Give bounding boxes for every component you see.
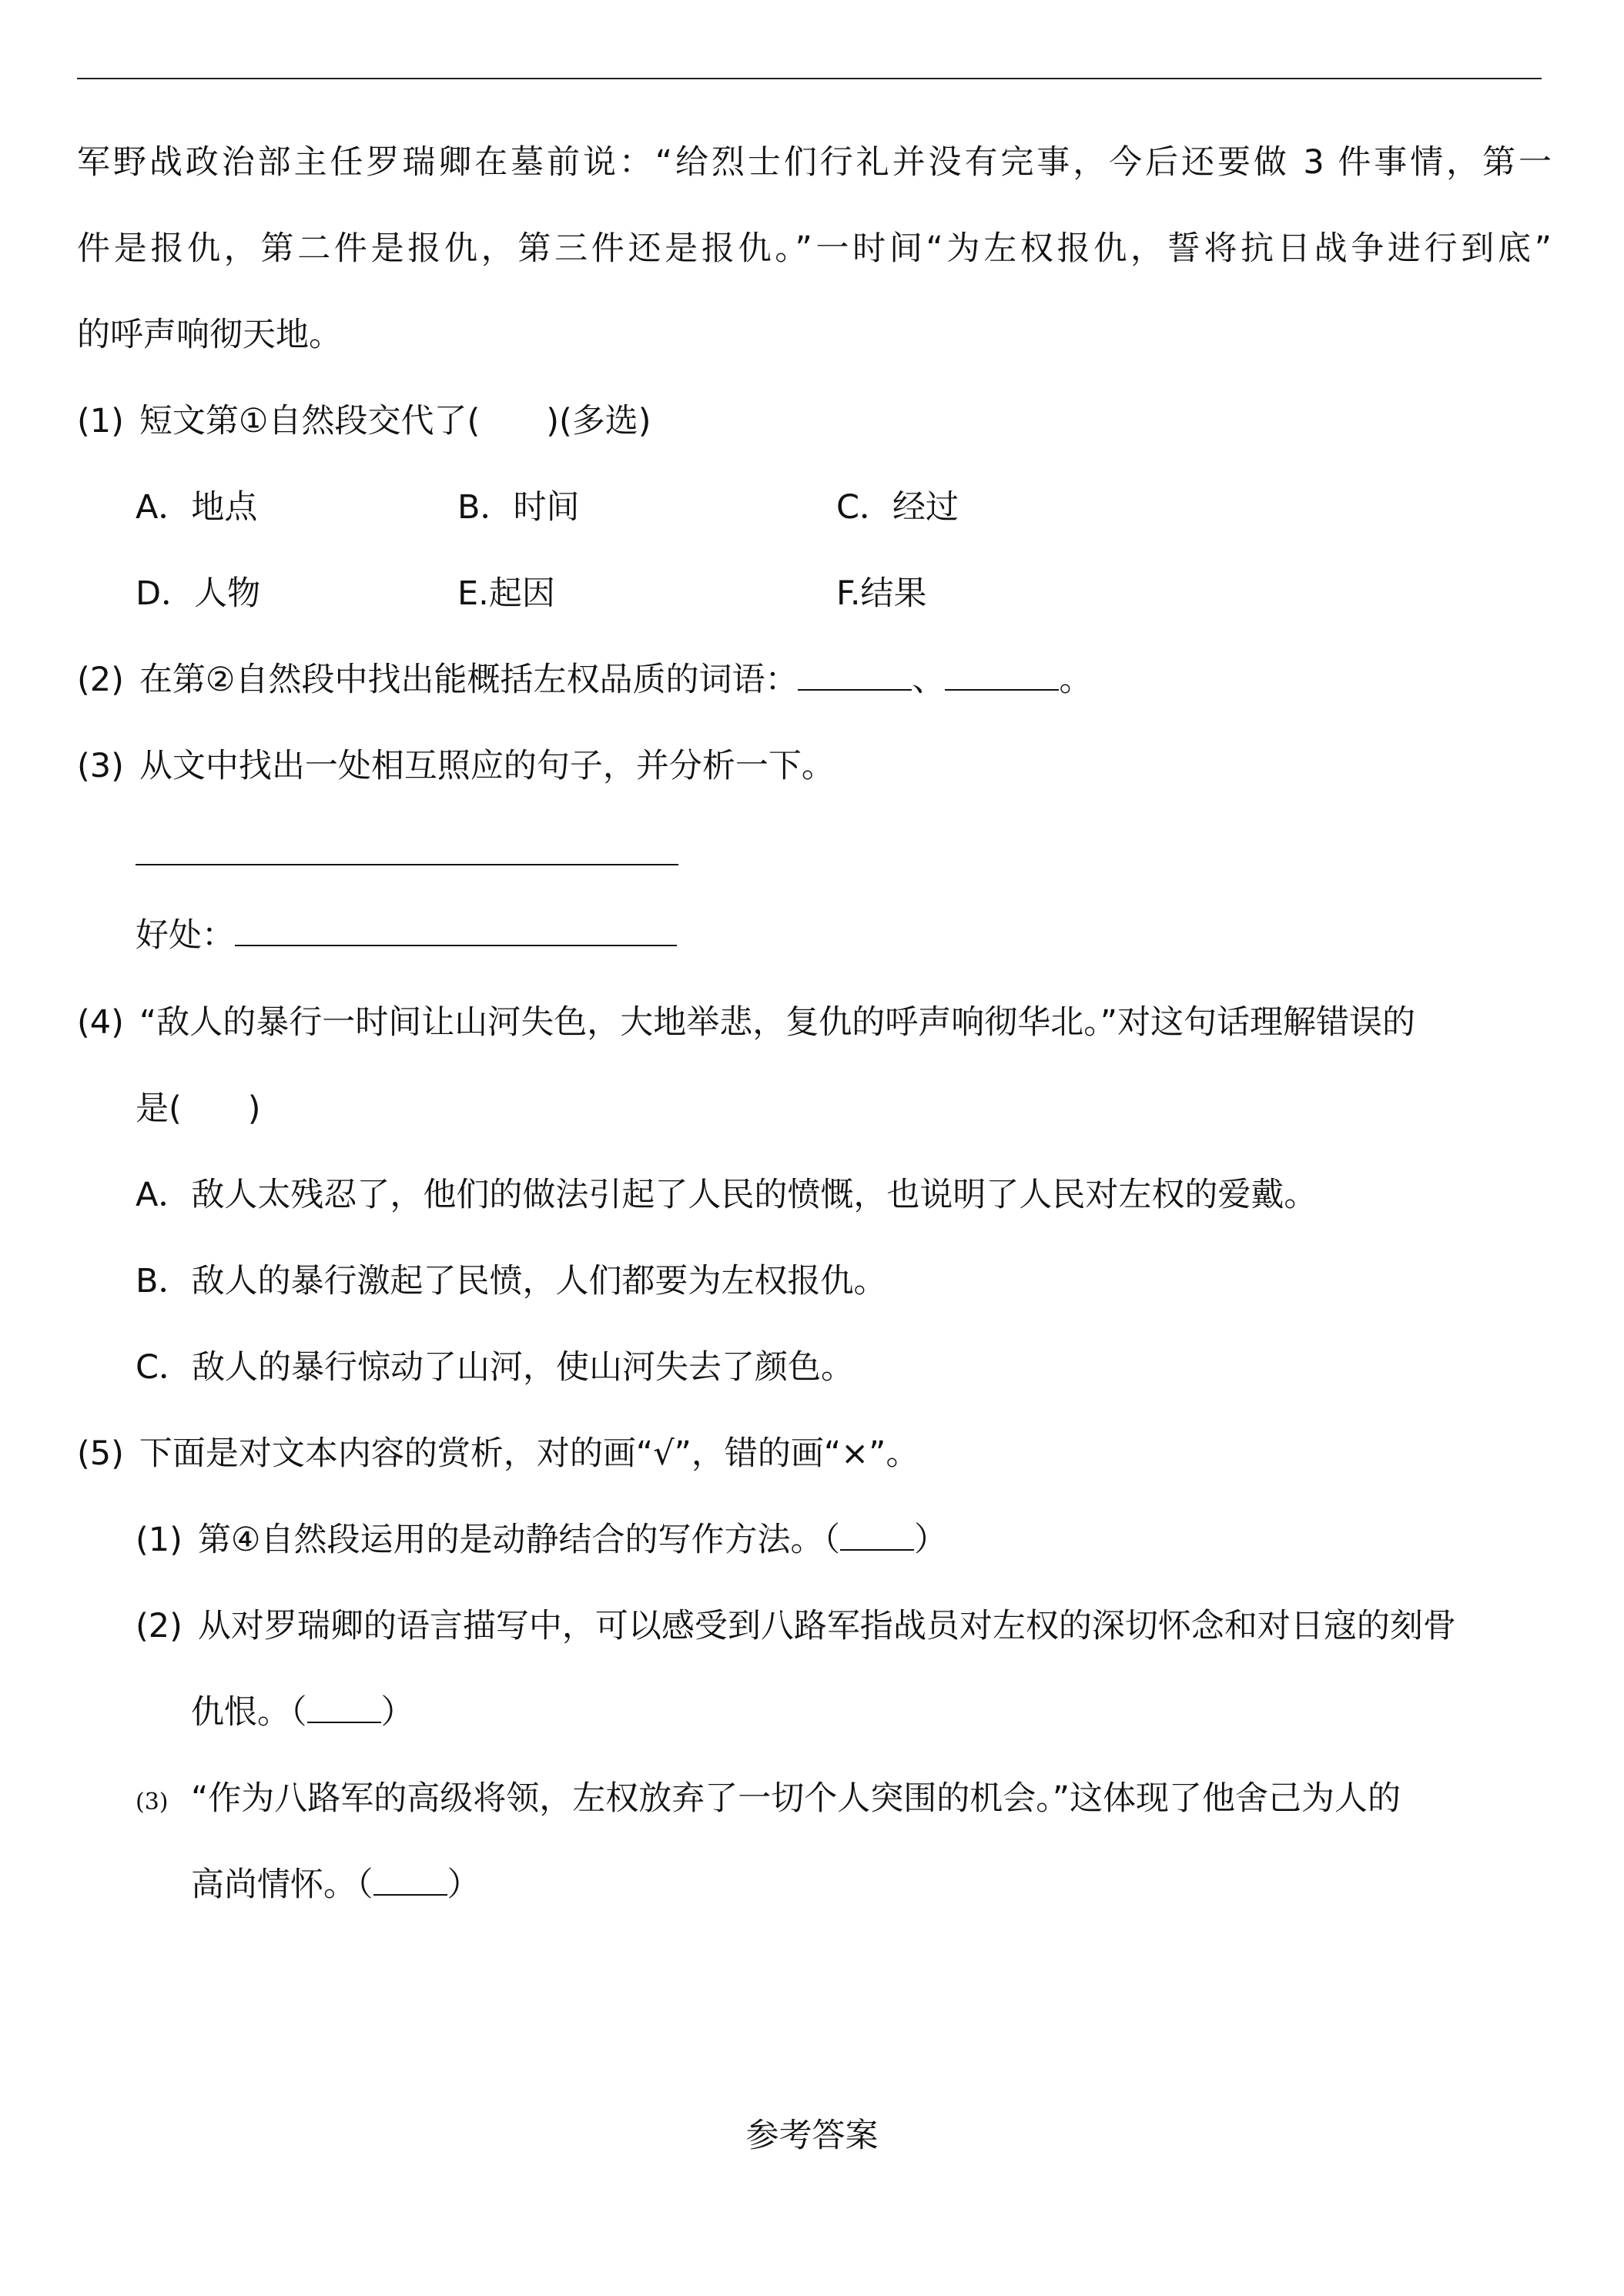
question-1-number: (1) xyxy=(77,402,124,440)
q1-option-f-text: 结果 xyxy=(860,574,927,613)
q1-option-e[interactable] xyxy=(457,572,555,615)
q1-option-c[interactable] xyxy=(836,486,959,529)
q1-option-e-text: 起因 xyxy=(488,574,555,613)
q5-item-2-text-line-2: 仇恨。（ xyxy=(191,1693,307,1732)
q3-benefit-blank[interactable] xyxy=(235,914,677,946)
question-2 xyxy=(77,658,1092,701)
question-3-number: (3) xyxy=(77,747,124,785)
q4-option-c-text: 敌人的暴行惊动了山河，使山河失去了颜色。 xyxy=(192,1348,855,1387)
q1-option-c-letter: C． xyxy=(836,488,893,527)
q5-item-3-line-2 xyxy=(191,1863,481,1906)
passage-line-3: 的呼声响彻天地。 xyxy=(77,316,342,354)
q1-option-a-letter: A． xyxy=(136,488,192,527)
question-3-stem: 从文中找出一处相互照应的句子，并分析一下。 xyxy=(139,747,835,785)
q5-item-2-text-line-1: 从对罗瑞卿的语言描写中，可以感受到八路军指战员对左权的深切怀念和对日寇的刻骨 xyxy=(197,1607,1456,1645)
q1-option-e-letter: E. xyxy=(457,574,489,613)
q3-sentence-blank[interactable] xyxy=(136,864,678,865)
top-rule xyxy=(77,78,1542,79)
q1-option-a-text: 地点 xyxy=(191,488,258,527)
q5-item-1-number: (1) xyxy=(136,1521,182,1559)
q1-option-c-text: 经过 xyxy=(892,488,959,527)
answer-key-title: 参考答案 xyxy=(745,2117,879,2155)
q5-item-2-close: ） xyxy=(380,1693,414,1732)
q5-item-1 xyxy=(136,1518,947,1561)
q4-option-c[interactable] xyxy=(136,1346,854,1389)
q5-item-3-text-line-2: 高尚情怀。（ xyxy=(191,1866,373,1904)
question-5-stem: 下面是对文本内容的赏析，对的画“√”，错的画“×”。 xyxy=(139,1434,919,1473)
question-5 xyxy=(77,1432,919,1475)
q1-option-b[interactable] xyxy=(457,486,580,529)
question-4-stem-line-1: “敌人的暴行一时间让山河失色，大地举悲，复仇的呼声响彻华北。”对这句话理解错误的 xyxy=(139,1003,1415,1042)
q1-option-b-text: 时间 xyxy=(513,488,580,527)
question-2-stem: 在第②自然段中找出能概括左权品质的词语： xyxy=(139,661,799,699)
q1-option-d[interactable] xyxy=(136,572,260,615)
q3-benefit xyxy=(136,914,677,957)
question-4-number: (4) xyxy=(77,1003,124,1042)
q5-item-2-number: (2) xyxy=(136,1607,182,1645)
q4-option-a[interactable] xyxy=(136,1173,1317,1217)
q1-option-f-letter: F. xyxy=(836,574,861,613)
q4-option-a-letter: A． xyxy=(136,1176,192,1214)
question-5-number: (5) xyxy=(77,1434,124,1473)
q4-option-c-letter: C． xyxy=(136,1348,193,1387)
q5-item-1-close: ） xyxy=(913,1521,947,1559)
q1-option-b-letter: B． xyxy=(457,488,514,527)
q4-option-b-letter: B． xyxy=(136,1262,192,1300)
question-4-stem-line-2: 是( ) xyxy=(136,1089,261,1128)
q5-item-1-text: 第④自然段运用的是动静结合的写作方法。（ xyxy=(197,1521,840,1559)
question-2-number: (2) xyxy=(77,661,124,699)
q5-item-3-close: ） xyxy=(447,1866,481,1904)
question-4-line-1 xyxy=(77,1001,1552,1044)
q5-item-2-line-1 xyxy=(136,1605,1552,1648)
q5-item-3-line-1 xyxy=(136,1777,1552,1824)
q2-answer-blank-2[interactable] xyxy=(945,658,1059,691)
q1-option-a[interactable] xyxy=(136,486,257,529)
q1-option-d-text: 人物 xyxy=(194,574,261,613)
q3-benefit-label: 好处： xyxy=(136,916,235,955)
q4-option-b[interactable] xyxy=(136,1260,887,1303)
passage-line-2: 件是报仇，第二件是报仇，第三件还是报仇。”一时间“为左权报仇，誓将抗日战争进行到底” xyxy=(77,229,1552,268)
q5-item-2-blank[interactable] xyxy=(307,1691,381,1723)
question-1 xyxy=(77,400,651,443)
q1-option-f[interactable] xyxy=(836,572,927,615)
q1-option-d-letter: D． xyxy=(136,574,195,613)
question-3 xyxy=(77,745,835,788)
q5-item-3-text-line-1: “作为八路军的高级将领，左权放弃了一切个人突围的机会。”这体现了他舍己为人的 xyxy=(191,1779,1401,1818)
q4-option-a-text: 敌人太残忍了，他们的做法引起了人民的愤慨，也说明了人民对左权的爱戴。 xyxy=(191,1176,1318,1214)
question-1-stem: 短文第①自然段交代了( )(多选) xyxy=(139,402,651,440)
q2-end: 。 xyxy=(1059,661,1093,699)
q2-answer-blank-1[interactable] xyxy=(798,658,912,691)
q5-item-3-blank[interactable] xyxy=(373,1863,447,1896)
q5-item-1-blank[interactable] xyxy=(840,1518,914,1551)
q2-separator: 、 xyxy=(912,661,946,699)
passage-line-1: 军野战政治部主任罗瑞卿在墓前说：“给烈士们行礼并没有完事，今后还要做 3 件事情，第一 xyxy=(77,143,1552,182)
q4-option-b-text: 敌人的暴行激起了民愤，人们都要为左权报仇。 xyxy=(191,1262,887,1300)
q5-item-2-line-2 xyxy=(191,1691,414,1734)
q5-item-3-number: (3) xyxy=(136,1789,169,1816)
